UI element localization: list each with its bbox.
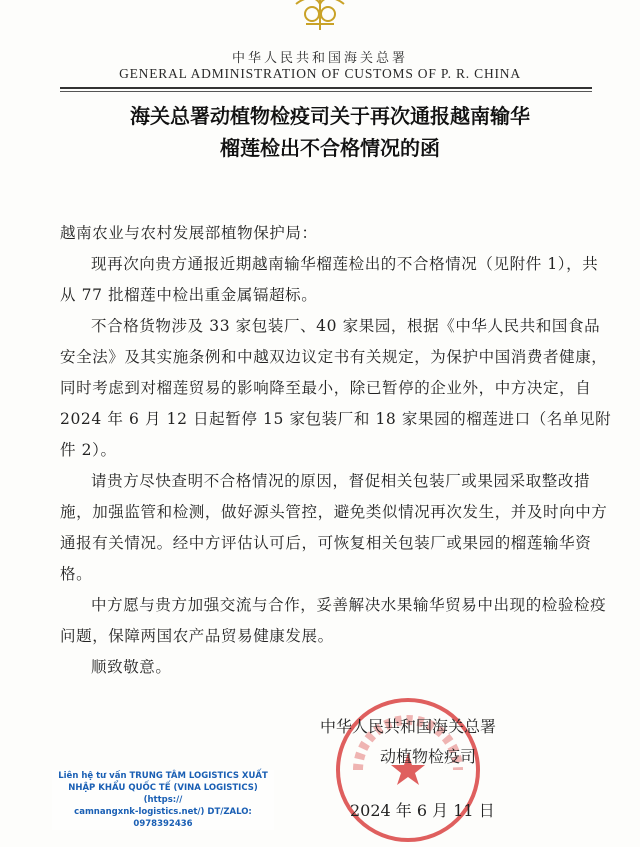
org-name-chinese: 中华人民共和国海关总署 [231,51,408,66]
paragraph-4: 中方愿与贵方加强交流与合作，妥善解决水果输华贸易中出现的检验检疫问题，保障两国农产品贸易健康发展。 [60,596,607,645]
closing: 顺致敬意。 [91,658,172,676]
document-title [60,100,600,164]
title-line-1: 海关总署动植物检疫司关于再次通报越南输华 [130,104,530,128]
signature-org: 中华人民共和国海关总署 [320,717,497,736]
header-divider-thin [60,91,592,92]
watermark-line-3: camnangxnk-logistics.net/) DT/ZALO: 0978392436 [74,807,252,829]
watermark-line-1: Liên hệ tư vấn TRUNG TÂM LOGISTICS XUẤT [58,771,268,781]
paragraph-3: 请贵方尽快查明不合格情况的原因，督促相关包装厂或果园采取整改措施，加强监管和检测，做好源头管控，避免类似情况再次发生，并及时向中方通报有关情况。经中方评估认可后，可恢复相关包装厂或果园的榴莲输华资格。 [60,472,608,583]
org-name-english: GENERAL ADMINISTRATION OF CUSTOMS OF P. R. CHINA [119,66,521,81]
signature-dept: 动植物检疫司 [380,747,477,766]
customs-emblem-icon [286,0,354,34]
signature-block [320,712,580,826]
title-line-2: 榴莲检出不合格情况的函 [220,136,440,160]
signature-date: 2024 年 6 月 11 日 [350,801,495,820]
letter-body [60,218,612,683]
salutation: 越南农业与农村发展部植物保护局： [60,224,318,242]
paragraph-2: 不合格货物涉及 33 家包装厂、40 家果园，根据《中华人民共和国食品安全法》及其实施条例和中越双边议定书有关规定，为保护中国消费者健康，同时考虑到对榴莲贸易的影响降至最小，除已暂停的企业外，中方决定，自 2024 年 6 月 12 日起暂停 15 家包装厂和 18 家果园的榴莲进口（名单见附件 2）。 [60,317,612,459]
contact-watermark [52,770,274,830]
watermark-line-2: NHẬP KHẨU QUỐC TẾ (VINA LOGISTICS) (https:// [68,783,258,805]
paragraph-1: 现再次向贵方通报近期越南输华榴莲检出的不合格情况（见附件 1），共从 77 批榴莲中检出重金属镉超标。 [60,255,599,304]
header-divider [60,87,592,89]
